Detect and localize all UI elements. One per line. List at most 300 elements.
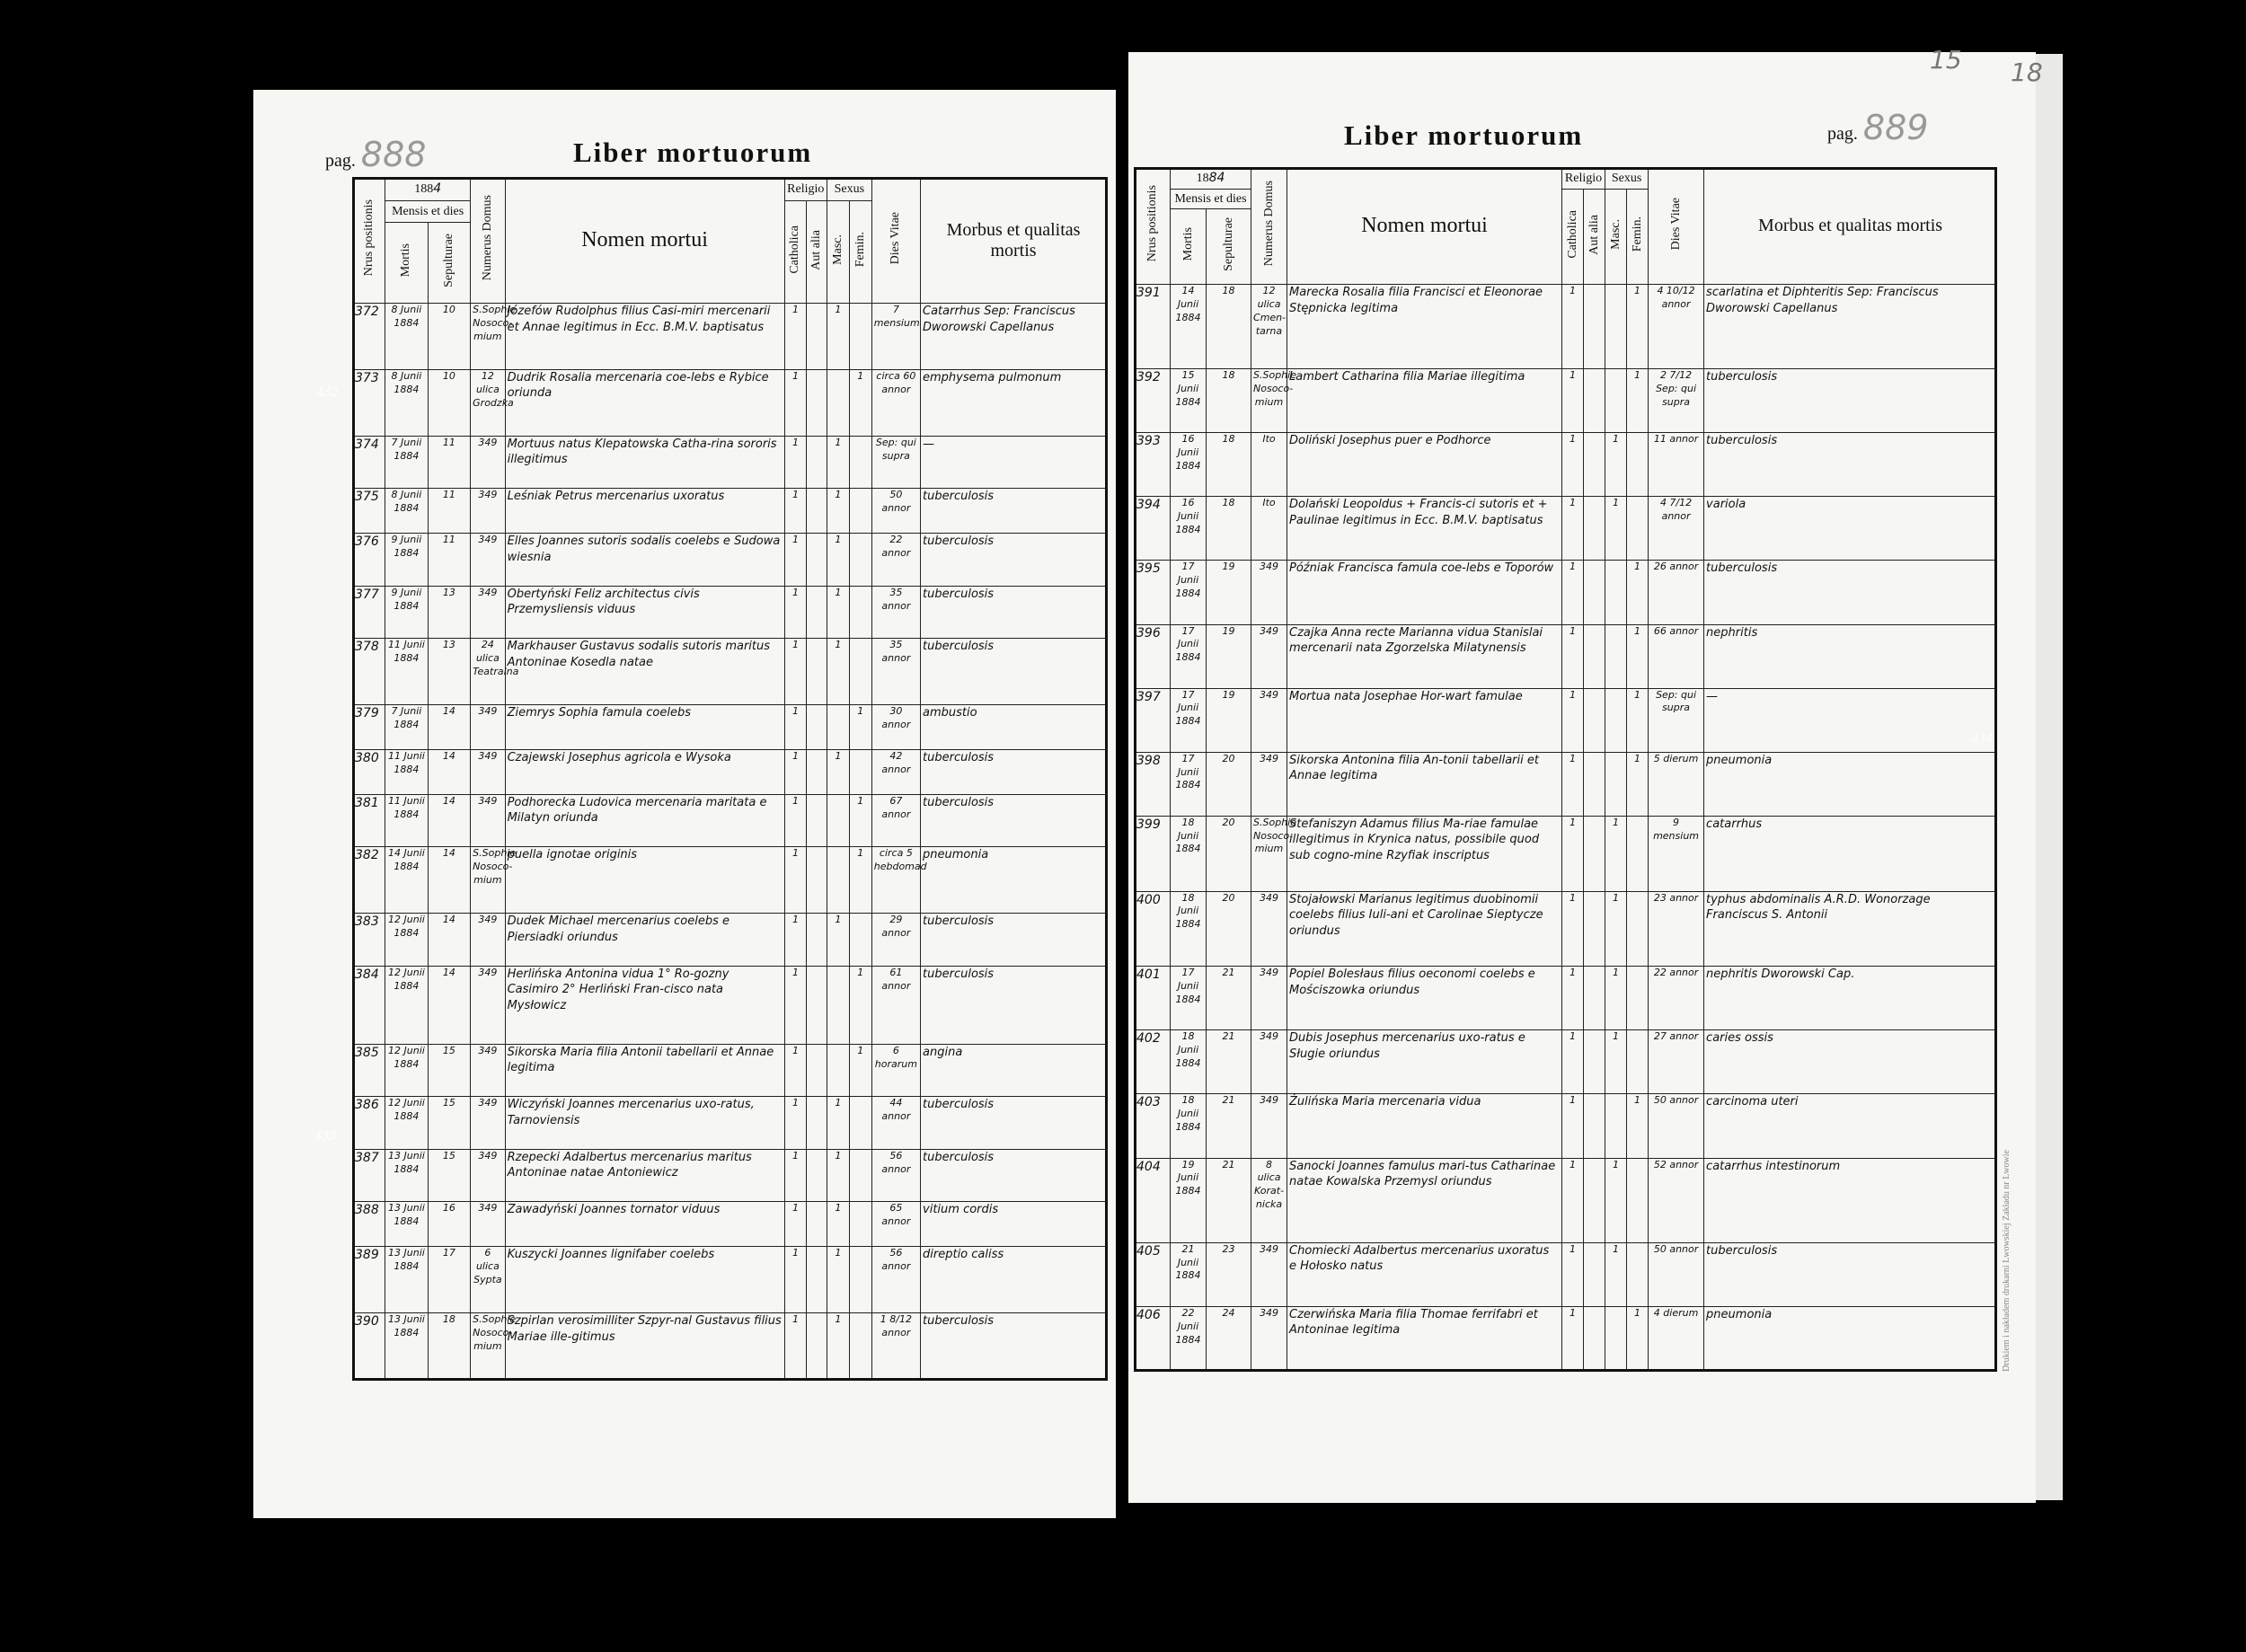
dies-vitae-cell: 7 mensium (871, 304, 920, 370)
date-sepulturae-cell: 15 (428, 1044, 471, 1097)
morbus-cell: pneumonia (921, 847, 1107, 914)
morbus-cell: scarlatina et Diphteritis Sep: Franciscus Dworowski Capellanus (1704, 285, 1997, 369)
right-corner-mark-1: 15 (1930, 45, 1962, 75)
date-sepulturae-cell: 10 (428, 369, 471, 436)
date-sepulturae-cell: 14 (428, 914, 471, 967)
register-nr-cell: 376 (353, 534, 385, 587)
right-side-number-1: 434 (1971, 731, 1993, 746)
nomen-mortui-cell: Wiczyński Joannes mercenarius uxo-ratus, Tarnoviensis (505, 1097, 784, 1150)
sexus-femin-cell: 1 (1627, 561, 1649, 624)
religio-catholica-cell: 1 (784, 1247, 807, 1313)
register-nr-cell: 391 (1135, 285, 1171, 369)
morbus-cell: tuberculosis (921, 1097, 1107, 1150)
morbus-cell: vitium cordis (921, 1202, 1107, 1247)
morbus-cell: variola (1704, 497, 1997, 561)
header-year: 1884 (385, 178, 471, 201)
register-nr-cell: 392 (1135, 369, 1171, 433)
dies-vitae-cell: 1 8/12 annor (871, 1313, 920, 1380)
sexus-femin-cell: 1 (1627, 1094, 1649, 1158)
sexus-femin-cell: 1 (1627, 688, 1649, 752)
morbus-cell: — (921, 436, 1107, 489)
sexus-masc-cell: 1 (1605, 891, 1627, 967)
date-sepulturae-cell: 11 (428, 436, 471, 489)
date-mortis-cell: 12 Junii 1884 (385, 914, 428, 967)
religio-catholica-cell: 1 (784, 489, 807, 534)
dies-vitae-cell: 50 annor (1649, 1242, 1704, 1306)
register-nr-cell: 402 (1135, 1030, 1171, 1094)
dies-vitae-cell: 26 annor (1649, 561, 1704, 624)
nomen-mortui-cell: Mortuus natus Klepatowska Catha-rina sororis illegitimus (505, 436, 784, 489)
date-sepulturae-cell: 15 (428, 1149, 471, 1202)
dies-vitae-cell: Sep: qui supra (1649, 688, 1704, 752)
nomen-mortui-cell: Dubis Josephus mercenarius uxo-ratus e Sługie oriundus (1287, 1030, 1562, 1094)
date-sepulturae-cell: 18 (1207, 433, 1251, 497)
left-side-number-1: 432 (316, 384, 338, 400)
header-sexus: Sexus (827, 178, 872, 201)
register-nr-cell: 382 (353, 847, 385, 914)
date-mortis-cell: 17 Junii 1884 (1171, 561, 1207, 624)
left-side-number-2: 433 (314, 1128, 336, 1144)
header-mortis: Mortis (1171, 209, 1207, 285)
date-mortis-cell: 8 Junii 1884 (385, 369, 428, 436)
nomen-mortui-cell: Sikorska Maria filia Antonii tabellarii et Annae legitima (505, 1044, 784, 1097)
dies-vitae-cell: Sep: qui supra (871, 436, 920, 489)
morbus-cell: tuberculosis (921, 489, 1107, 534)
header-nomen: Nomen mortui (505, 178, 784, 304)
date-sepulturae-cell: 21 (1207, 1094, 1251, 1158)
sexus-masc-cell: 1 (1605, 497, 1627, 561)
numerus-domus-cell: 349 (1251, 624, 1287, 688)
dies-vitae-cell: 27 annor (1649, 1030, 1704, 1094)
religio-catholica-cell: 1 (784, 1313, 807, 1380)
religio-catholica-cell: 1 (1562, 1094, 1584, 1158)
dies-vitae-cell: circa 5 hebdomad (871, 847, 920, 914)
header-dies-vitae: Dies Vitae (1649, 168, 1704, 285)
numerus-domus-cell: 349 (471, 914, 505, 967)
numerus-domus-cell: 8 ulica Korat-nicka (1251, 1158, 1287, 1242)
register-nr-cell: 389 (353, 1247, 385, 1313)
date-sepulturae-cell: 16 (428, 1202, 471, 1247)
register-nr-cell: 397 (1135, 688, 1171, 752)
sexus-femin-cell: 1 (849, 1044, 871, 1097)
religio-catholica-cell: 1 (784, 369, 807, 436)
register-nr-cell: 374 (353, 436, 385, 489)
printer-note: Drukiem i nakładem drukarni Lwowskiej Zakładu nr Lwowie (2002, 1150, 2012, 1372)
dies-vitae-cell: 67 annor (871, 794, 920, 847)
right-corner-mark-2: 18 (2011, 57, 2043, 87)
numerus-domus-cell: 349 (1251, 561, 1287, 624)
sexus-masc-cell: 1 (827, 534, 850, 587)
religio-catholica-cell: 1 (784, 1044, 807, 1097)
register-nr-cell: 381 (353, 794, 385, 847)
numerus-domus-cell: 349 (471, 436, 505, 489)
sexus-masc-cell: 1 (827, 436, 850, 489)
header-dies-vitae: Dies Vitae (871, 178, 920, 304)
header-morbus: Morbus et qualitas mortis (1704, 168, 1997, 285)
left-pag-text: pag. (325, 151, 356, 171)
header-year: 1884 (1171, 168, 1251, 190)
sexus-masc-cell: 1 (827, 639, 850, 705)
dies-vitae-cell: 50 annor (871, 489, 920, 534)
date-mortis-cell: 11 Junii 1884 (385, 794, 428, 847)
register-nr-cell: 400 (1135, 891, 1171, 967)
date-sepulturae-cell: 14 (428, 847, 471, 914)
date-sepulturae-cell: 18 (1207, 369, 1251, 433)
header-sepulturae: Sepulturae (428, 223, 471, 304)
numerus-domus-cell: Ito (1251, 497, 1287, 561)
header-nomen: Nomen mortui (1287, 168, 1562, 285)
sexus-femin-cell: 1 (849, 705, 871, 750)
date-mortis-cell: 18 Junii 1884 (1171, 891, 1207, 967)
register-nr-cell: 401 (1135, 967, 1171, 1030)
date-sepulturae-cell: 18 (1207, 285, 1251, 369)
date-mortis-cell: 21 Junii 1884 (1171, 1242, 1207, 1306)
date-sepulturae-cell: 11 (428, 489, 471, 534)
numerus-domus-cell: 349 (1251, 1030, 1287, 1094)
dies-vitae-cell: 30 annor (871, 705, 920, 750)
sexus-masc-cell: 1 (827, 1202, 850, 1247)
date-sepulturae-cell: 20 (1207, 891, 1251, 967)
register-nr-cell: 377 (353, 586, 385, 639)
religio-catholica-cell: 1 (784, 534, 807, 587)
sexus-masc-cell: 1 (827, 1247, 850, 1313)
numerus-domus-cell: 349 (471, 966, 505, 1044)
nomen-mortui-cell: Czajewski Josephus agricola e Wysoka (505, 749, 784, 794)
sexus-masc-cell: 1 (827, 749, 850, 794)
morbus-cell: tuberculosis (1704, 1242, 1997, 1306)
date-mortis-cell: 13 Junii 1884 (385, 1247, 428, 1313)
morbus-cell: direptio caliss (921, 1247, 1107, 1313)
nomen-mortui-cell: Józefów Rudolphus filius Casi-miri mercenarii et Annae legitimus in Ecc. B.M.V. baptisatus (505, 304, 784, 370)
date-mortis-cell: 22 Junii 1884 (1171, 1306, 1207, 1370)
morbus-cell: tuberculosis (921, 794, 1107, 847)
register-nr-cell: 380 (353, 749, 385, 794)
sexus-masc-cell: 1 (827, 1313, 850, 1380)
register-nr-cell: 388 (353, 1202, 385, 1247)
morbus-cell: — (1704, 688, 1997, 752)
numerus-domus-cell: 12 ulica Cmen-tarna (1251, 285, 1287, 369)
numerus-domus-cell: 6 ulica Sypta (471, 1247, 505, 1313)
dies-vitae-cell: circa 60 annor (871, 369, 920, 436)
numerus-domus-cell: 349 (471, 1097, 505, 1150)
left-title: Liber mortuorum (573, 137, 813, 168)
numerus-domus-cell: 349 (471, 705, 505, 750)
morbus-cell: tuberculosis (1704, 369, 1997, 433)
morbus-cell: angina (921, 1044, 1107, 1097)
date-mortis-cell: 16 Junii 1884 (1171, 433, 1207, 497)
sexus-masc-cell: 1 (827, 1149, 850, 1202)
register-nr-cell: 395 (1135, 561, 1171, 624)
date-sepulturae-cell: 24 (1207, 1306, 1251, 1370)
header-mensis: Mensis et dies (385, 201, 471, 223)
dies-vitae-cell: 4 dierum (1649, 1306, 1704, 1370)
religio-catholica-cell: 1 (784, 586, 807, 639)
date-sepulturae-cell: 18 (1207, 497, 1251, 561)
dies-vitae-cell: 35 annor (871, 586, 920, 639)
religio-catholica-cell: 1 (1562, 497, 1584, 561)
sexus-masc-cell: 1 (1605, 433, 1627, 497)
nomen-mortui-cell: Rzepecki Adalbertus mercenarius maritus Antoninae natae Antoniewicz (505, 1149, 784, 1202)
dies-vitae-cell: 66 annor (1649, 624, 1704, 688)
numerus-domus-cell: 349 (471, 749, 505, 794)
dies-vitae-cell: 2 7/12 Sep: qui supra (1649, 369, 1704, 433)
date-mortis-cell: 11 Junii 1884 (385, 749, 428, 794)
right-pag-label (1827, 108, 1928, 147)
numerus-domus-cell: 349 (1251, 891, 1287, 967)
dies-vitae-cell: 56 annor (871, 1149, 920, 1202)
date-mortis-cell: 19 Junii 1884 (1171, 1158, 1207, 1242)
nomen-mortui-cell: Sanocki Joannes famulus mari-tus Catharinae natae Kowalska Przemysl oriundus (1287, 1158, 1562, 1242)
date-mortis-cell: 17 Junii 1884 (1171, 967, 1207, 1030)
nomen-mortui-cell: Zawadyński Joannes tornator viduus (505, 1202, 784, 1247)
sexus-masc-cell: 1 (827, 914, 850, 967)
morbus-cell: catarrhus (1704, 816, 1997, 891)
dies-vitae-cell: 29 annor (871, 914, 920, 967)
religio-catholica-cell: 1 (784, 1097, 807, 1150)
register-nr-cell: 387 (353, 1149, 385, 1202)
register-nr-cell: 406 (1135, 1306, 1171, 1370)
date-sepulturae-cell: 14 (428, 966, 471, 1044)
religio-catholica-cell: 1 (1562, 1242, 1584, 1306)
date-mortis-cell: 12 Junii 1884 (385, 966, 428, 1044)
register-nr-cell: 390 (353, 1313, 385, 1380)
date-sepulturae-cell: 13 (428, 586, 471, 639)
header-mortis: Mortis (385, 223, 428, 304)
date-mortis-cell: 18 Junii 1884 (1171, 1094, 1207, 1158)
morbus-cell: tuberculosis (921, 749, 1107, 794)
morbus-cell: nephritis (1704, 624, 1997, 688)
date-sepulturae-cell: 21 (1207, 1030, 1251, 1094)
date-sepulturae-cell: 18 (428, 1313, 471, 1380)
header-mensis: Mensis et dies (1171, 190, 1251, 209)
religio-catholica-cell: 1 (1562, 891, 1584, 967)
date-sepulturae-cell: 19 (1207, 624, 1251, 688)
nomen-mortui-cell: Kuszycki Joannes lignifaber coelebs (505, 1247, 784, 1313)
header-nrus: Nrus positionis (353, 178, 385, 304)
religio-catholica-cell: 1 (784, 705, 807, 750)
register-nr-cell: 404 (1135, 1158, 1171, 1242)
register-nr-cell: 403 (1135, 1094, 1171, 1158)
morbus-cell: tuberculosis (921, 586, 1107, 639)
left-table-frame (352, 177, 1108, 1381)
nomen-mortui-cell: Podhorecka Ludovica mercenaria maritata e Milatyn oriunda (505, 794, 784, 847)
religio-catholica-cell: 1 (1562, 285, 1584, 369)
right-pag-text: pag. (1827, 124, 1858, 144)
date-sepulturae-cell: 14 (428, 794, 471, 847)
morbus-cell: pneumonia (1704, 752, 1997, 816)
date-mortis-cell: 17 Junii 1884 (1171, 688, 1207, 752)
religio-catholica-cell: 1 (1562, 1306, 1584, 1370)
register-nr-cell: 393 (1135, 433, 1171, 497)
morbus-cell: tuberculosis (921, 1149, 1107, 1202)
numerus-domus-cell: S.Sophie Nosoco-mium (471, 304, 505, 370)
nomen-mortui-cell: Marecka Rosalia filia Francisci et Eleonorae Stępnicka legitima (1287, 285, 1562, 369)
dies-vitae-cell: 4 10/12 annor (1649, 285, 1704, 369)
numerus-domus-cell: 24 ulica Teatralna (471, 639, 505, 705)
register-nr-cell: 405 (1135, 1242, 1171, 1306)
morbus-cell: tuberculosis (921, 534, 1107, 587)
sexus-masc-cell: 1 (1605, 1030, 1627, 1094)
sexus-masc-cell: 1 (1605, 1242, 1627, 1306)
register-nr-cell: 375 (353, 489, 385, 534)
morbus-cell: tuberculosis (1704, 433, 1997, 497)
right-title: Liber mortuorum (1344, 119, 1584, 151)
date-sepulturae-cell: 14 (428, 705, 471, 750)
religio-catholica-cell: 1 (1562, 1158, 1584, 1242)
numerus-domus-cell: 12 ulica Grodzka (471, 369, 505, 436)
dies-vitae-cell: 56 annor (871, 1247, 920, 1313)
morbus-cell: tuberculosis (921, 914, 1107, 967)
date-mortis-cell: 13 Junii 1884 (385, 1202, 428, 1247)
date-mortis-cell: 9 Junii 1884 (385, 534, 428, 587)
religio-catholica-cell: 1 (1562, 369, 1584, 433)
header-femin: Femin. (1627, 190, 1649, 285)
religio-catholica-cell: 1 (784, 794, 807, 847)
nomen-mortui-cell: Czajka Anna recte Marianna vidua Stanislai mercenarii nata Zgorzelska Milatynensis (1287, 624, 1562, 688)
religio-catholica-cell: 1 (784, 639, 807, 705)
morbus-cell: tuberculosis (921, 639, 1107, 705)
religio-catholica-cell: 1 (1562, 752, 1584, 816)
header-numerus-domus: Numerus Domus (471, 178, 505, 304)
date-sepulturae-cell: 21 (1207, 1158, 1251, 1242)
morbus-cell: typhus abdominalis A.R.D. Wonorzage Franciscus S. Antonii (1704, 891, 1997, 967)
header-sexus: Sexus (1605, 168, 1649, 190)
nomen-mortui-cell: Leśniak Petrus mercenarius uxoratus (505, 489, 784, 534)
register-nr-cell: 385 (353, 1044, 385, 1097)
religio-catholica-cell: 1 (784, 749, 807, 794)
sexus-masc-cell: 1 (827, 304, 850, 370)
religio-catholica-cell: 1 (1562, 816, 1584, 891)
morbus-cell: Catarrhus Sep: Franciscus Dworowski Capellanus (921, 304, 1107, 370)
numerus-domus-cell: 349 (471, 586, 505, 639)
dies-vitae-cell: 9 mensium (1649, 816, 1704, 891)
register-nr-cell: 379 (353, 705, 385, 750)
dies-vitae-cell: 44 annor (871, 1097, 920, 1150)
nomen-mortui-cell: Obertyński Feliz architectus civis Przemysliensis viduus (505, 586, 784, 639)
morbus-cell: tuberculosis (921, 966, 1107, 1044)
date-mortis-cell: 7 Junii 1884 (385, 705, 428, 750)
nomen-mortui-cell: Doliński Josephus puer e Podhorce (1287, 433, 1562, 497)
nomen-mortui-cell: Dudrik Rosalia mercenaria coe-lebs e Rybice oriunda (505, 369, 784, 436)
sexus-masc-cell: 1 (1605, 1158, 1627, 1242)
morbus-cell: tuberculosis (921, 1313, 1107, 1380)
date-mortis-cell: 11 Junii 1884 (385, 639, 428, 705)
numerus-domus-cell: 349 (1251, 1306, 1287, 1370)
register-nr-cell: 386 (353, 1097, 385, 1150)
sexus-femin-cell: 1 (1627, 369, 1649, 433)
header-catholica: Catholica (1562, 190, 1584, 285)
date-sepulturae-cell: 19 (1207, 561, 1251, 624)
numerus-domus-cell: 349 (471, 794, 505, 847)
religio-catholica-cell: 1 (1562, 1030, 1584, 1094)
morbus-cell: tuberculosis (1704, 561, 1997, 624)
date-mortis-cell: 16 Junii 1884 (1171, 497, 1207, 561)
date-sepulturae-cell: 19 (1207, 688, 1251, 752)
morbus-cell: ambustio (921, 705, 1107, 750)
header-sepulturae: Sepulturae (1207, 209, 1251, 285)
nomen-mortui-cell: Stefaniszyn Adamus filius Ma-riae famulae illegitimus in Krynica natus, possibile quod sub cogno-mine Rzyfiak inscriptus (1287, 816, 1562, 891)
register-nr-cell: 384 (353, 966, 385, 1044)
dies-vitae-cell: 42 annor (871, 749, 920, 794)
nomen-mortui-cell: Późniak Francisca famula coe-lebs e Toporów (1287, 561, 1562, 624)
nomen-mortui-cell: Szpirlan verosimilliter Szpyr-nal Gustavus filius Mariae ille-gitimus (505, 1313, 784, 1380)
register-nr-cell: 378 (353, 639, 385, 705)
religio-catholica-cell: 1 (1562, 967, 1584, 1030)
nomen-mortui-cell: Herlińska Antonina vidua 1° Ro-gozny Casimiro 2° Herliński Fran-cisco nata Mysłowicz (505, 966, 784, 1044)
date-sepulturae-cell: 11 (428, 534, 471, 587)
register-nr-cell: 383 (353, 914, 385, 967)
header-religio: Religio (784, 178, 827, 201)
morbus-cell: emphysema pulmonum (921, 369, 1107, 436)
sexus-femin-cell: 1 (1627, 285, 1649, 369)
nomen-mortui-cell: Dudek Michael mercenarius coelebs e Piersiadki oriundus (505, 914, 784, 967)
numerus-domus-cell: 349 (471, 1044, 505, 1097)
religio-catholica-cell: 1 (784, 914, 807, 967)
nomen-mortui-cell: Dolański Leopoldus + Francis-ci sutoris et + Paulinae legitimus in Ecc. B.M.V. baptisatus (1287, 497, 1562, 561)
sexus-masc-cell: 1 (827, 586, 850, 639)
sexus-femin-cell: 1 (849, 966, 871, 1044)
date-sepulturae-cell: 20 (1207, 816, 1251, 891)
header-masc: Masc. (827, 201, 850, 304)
date-mortis-cell: 7 Junii 1884 (385, 436, 428, 489)
sexus-masc-cell: 1 (827, 1097, 850, 1150)
religio-catholica-cell: 1 (784, 966, 807, 1044)
nomen-mortui-cell: puella ignotae originis (505, 847, 784, 914)
nomen-mortui-cell: Lambert Catharina filia Mariae illegitima (1287, 369, 1562, 433)
sexus-masc-cell: 1 (1605, 967, 1627, 1030)
nomen-mortui-cell: Stojałowski Marianus legitimus duobinomii coelebs filius Iuli-ani et Carolinae Sieptycze oriundus (1287, 891, 1562, 967)
date-sepulturae-cell: 14 (428, 749, 471, 794)
dies-vitae-cell: 61 annor (871, 966, 920, 1044)
left-pag-label (325, 135, 426, 174)
register-nr-cell: 396 (1135, 624, 1171, 688)
religio-catholica-cell: 1 (1562, 688, 1584, 752)
header-nrus: Nrus positionis (1135, 168, 1171, 285)
numerus-domus-cell: S.Sophie Nosoco-mium (1251, 816, 1287, 891)
morbus-cell: nephritis Dworowski Cap. (1704, 967, 1997, 1030)
sexus-masc-cell: 1 (827, 489, 850, 534)
numerus-domus-cell: S.Sophie Nosoco-mium (471, 847, 505, 914)
numerus-domus-cell: 349 (1251, 752, 1287, 816)
header-femin: Femin. (849, 201, 871, 304)
register-nr-cell: 399 (1135, 816, 1171, 891)
date-mortis-cell: 12 Junii 1884 (385, 1097, 428, 1150)
date-sepulturae-cell: 20 (1207, 752, 1251, 816)
religio-catholica-cell: 1 (1562, 624, 1584, 688)
nomen-mortui-cell: Żulińska Maria mercenaria vidua (1287, 1094, 1562, 1158)
numerus-domus-cell: 349 (1251, 1242, 1287, 1306)
register-nr-cell: 394 (1135, 497, 1171, 561)
date-sepulturae-cell: 15 (428, 1097, 471, 1150)
dies-vitae-cell: 6 horarum (871, 1044, 920, 1097)
numerus-domus-cell: 349 (1251, 1094, 1287, 1158)
date-mortis-cell: 17 Junii 1884 (1171, 752, 1207, 816)
date-mortis-cell: 18 Junii 1884 (1171, 1030, 1207, 1094)
date-mortis-cell: 8 Junii 1884 (385, 489, 428, 534)
numerus-domus-cell: Ito (1251, 433, 1287, 497)
nomen-mortui-cell: Chomiecki Adalbertus mercenarius uxoratus e Hołosko natus (1287, 1242, 1562, 1306)
header-catholica: Catholica (784, 201, 807, 304)
numerus-domus-cell: 349 (1251, 967, 1287, 1030)
date-mortis-cell: 13 Junii 1884 (385, 1313, 428, 1380)
religio-catholica-cell: 1 (784, 1149, 807, 1202)
right-page-number: 889 (1862, 108, 1929, 147)
date-mortis-cell: 14 Junii 1884 (1171, 285, 1207, 369)
date-sepulturae-cell: 13 (428, 639, 471, 705)
morbus-cell: caries ossis (1704, 1030, 1997, 1094)
morbus-cell: catarrhus intestinorum (1704, 1158, 1997, 1242)
dies-vitae-cell: 22 annor (871, 534, 920, 587)
